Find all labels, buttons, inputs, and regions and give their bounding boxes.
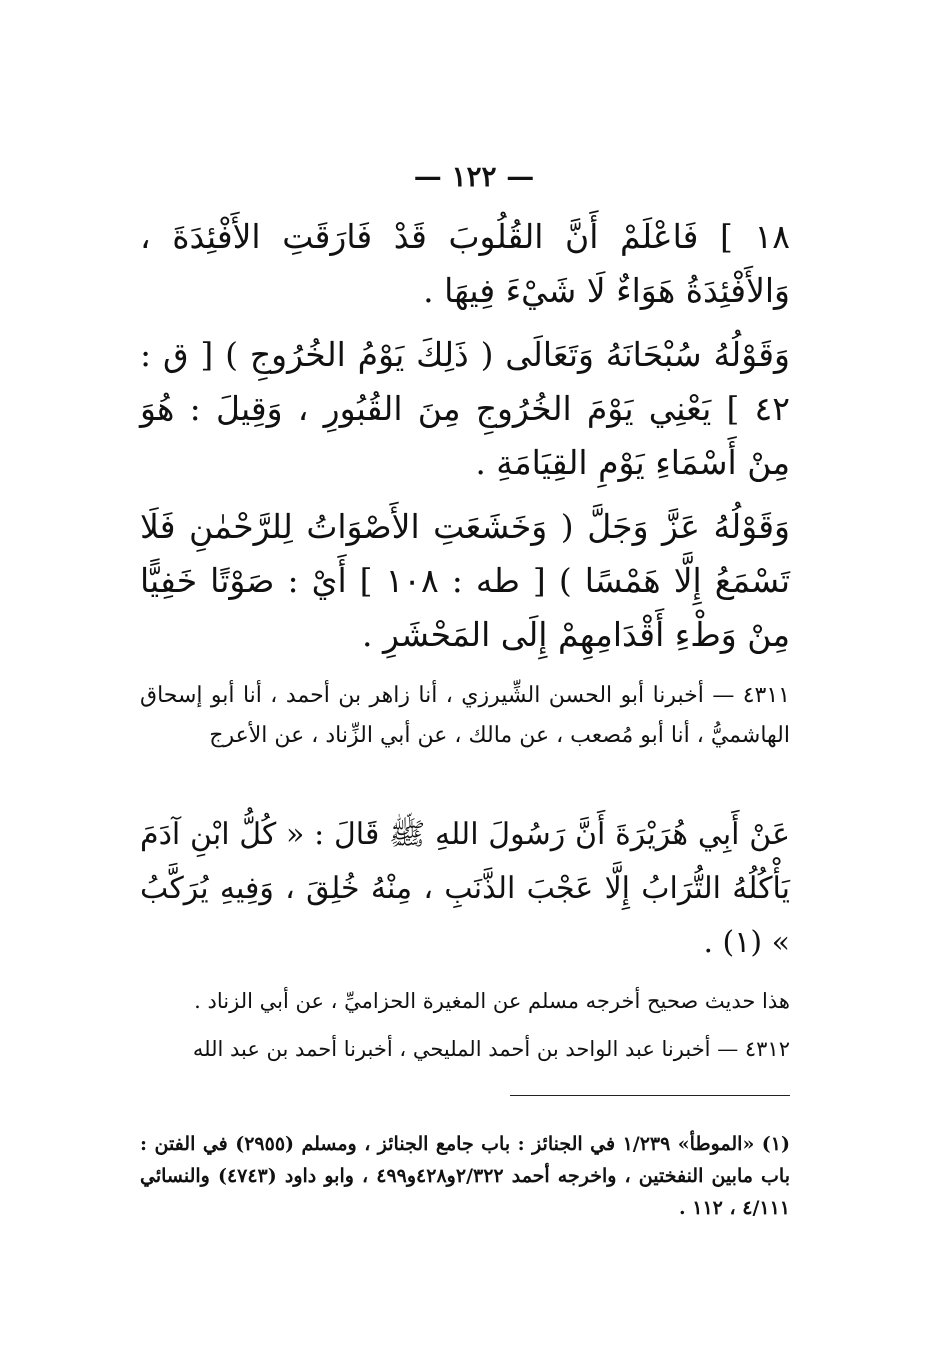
verse-paragraph-day-of-exit: وَقَوْلُهُ سُبْحَانَهُ وَتَعَالَى ( ذَلِكَ يَوْمُ الخُرُوجِ ) [ ق : ٤٢ ] يَعْنِي يَوْمَ الخُرُوجِ مِنَ القُبُورِ ، وَقِيلَ : هُوَ مِنْ أَسْمَاءِ يَوْمِ القِيَامَةِ . <box>140 335 790 482</box>
commentary-paragraph-hearts: ١٨ ] فَاعْلَمْ أَنَّ القُلُوبَ قَدْ فَارَقَتِ الأَفْئِدَةَ ، وَالأَفْئِدَةُ هَوَاءٌ لَا شَيْءَ فِيهَا . <box>140 217 790 310</box>
hadith-grading-note: هذا حديث صحيح أخرجه مسلم عن المغيرة الحزاميِّ ، عن أبي الزناد . <box>194 989 790 1013</box>
hadith-isnad-4312: ٤٣١٢ — أخبرنا عبد الواحد بن أحمد المليحي ، أخبرنا أحمد بن عبد الله <box>192 1037 790 1061</box>
footnote-1: (١) «الموطأ» ١/٢٣٩ في الجنائز : باب جامع الجنائز ، ومسلم (٢٩٥٥) في الفتن : باب مابين النفختين ، واخرجه أحمد ٢/٣٢٢و٤٢٨و٤٩٩ ، وابو داود (٤٧٤٣) والنسائي ٤/١١١ ، ١١٢ . <box>140 1133 790 1219</box>
hadith-matn-abu-hurairah: عَنْ أَبِي هُرَيْرَةَ أَنَّ رَسُولَ اللهِ ﷺ قَالَ : « كُلُّ ابْنِ آدَمَ يَأْكُلُهُ التُّرَابُ إِلَّا عَجْبَ الذَّنَبِ ، مِنْهُ خُلِقَ ، وَفِيهِ يُرَكَّبُ » (١) . <box>140 817 790 960</box>
footnote-divider <box>510 1095 790 1096</box>
page-number: — ١٢٢ — <box>413 160 535 193</box>
verse-paragraph-voices-humbled: وَقَوْلُهُ عَزَّ وَجَلَّ ( وَخَشَعَتِ الأَصْوَاتُ لِلرَّحْمٰنِ فَلَا تَسْمَعُ إِلَّا هَمْسًا ) [ طه : ١٠٨ ] أَيْ : صَوْتًا خَفِيًّا مِنْ وَطْءِ أَقْدَامِهِمْ إِلَى المَحْشَرِ . <box>140 507 791 654</box>
hadith-isnad-4311: ٤٣١١ — أخبرنا أبو الحسن الشِّيرزي ، أنا زاهر بن أحمد ، أنا أبو إسحاق الهاشميُّ ، أنا أبو مُصعب ، عن مالك ، عن أبي الزِّناد ، عن الأعرج <box>140 683 790 748</box>
